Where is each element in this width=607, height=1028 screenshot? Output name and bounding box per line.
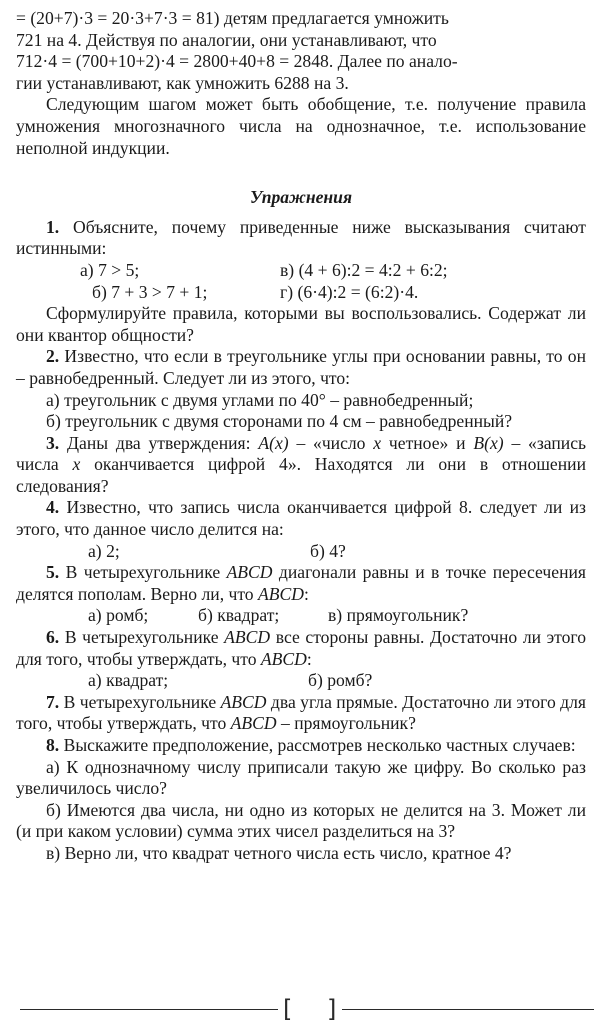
exercise-2-option-a: а) треугольник с двумя углами по 40° – равнобедренный; xyxy=(46,389,474,410)
option-b: б) 4? xyxy=(310,540,346,561)
exercise-3 xyxy=(16,433,586,498)
footer-rule-right xyxy=(342,1009,594,1010)
exercise-1-tail: Сформулируйте правила, которыми вы воспользовались. Содержат ли они квантор общности? xyxy=(16,303,586,345)
exercise-2 xyxy=(16,346,586,389)
exercise-8-option-v: в) Верно ли, что квадрат четного числа есть число, кратное 4? xyxy=(46,842,512,863)
option-a: а) 2; xyxy=(88,540,120,561)
option-a: а) ромб; xyxy=(88,605,149,626)
exercise-text: Даны два утверждения: xyxy=(67,432,251,453)
exercise-number: 2. xyxy=(46,346,60,367)
section-heading: Упражнения xyxy=(249,187,353,208)
exercise-number: 5. xyxy=(46,562,60,583)
exercise-8 xyxy=(16,735,586,757)
exercise-text: В четырехугольнике xyxy=(63,691,217,712)
option-g: г) (6·4):2 = (6:2)·4. xyxy=(280,281,419,302)
intro-line-3: 712·4 = (700+10+2)·4 = 2800+40+8 = 2848. Далее по анало- xyxy=(16,51,458,72)
quadrilateral-name: ABCD xyxy=(230,713,277,734)
quadrilateral-name: ABCD xyxy=(224,627,271,648)
exercise-number: 4. xyxy=(46,497,60,518)
exercise-6 xyxy=(16,627,586,670)
quadrilateral-name: ABCD xyxy=(258,583,304,604)
variable-x: x xyxy=(72,454,81,475)
option-v: в) (4 + 6):2 = 4:2 + 6:2; xyxy=(280,259,448,280)
quadrilateral-name: ABCD xyxy=(220,691,267,712)
page-text xyxy=(16,8,586,865)
exercise-5 xyxy=(16,562,586,605)
option-b: б) ромб? xyxy=(308,670,373,691)
exercise-5-options xyxy=(16,605,586,627)
exercise-text: В четырехугольнике xyxy=(64,627,219,648)
exercise-6-options xyxy=(16,670,586,692)
exercise-4-options xyxy=(16,541,586,563)
exercise-number: 3. xyxy=(46,432,60,453)
exercise-number: 6. xyxy=(46,627,60,648)
formula-a: A(x) xyxy=(258,432,289,453)
exercise-4 xyxy=(16,497,586,540)
exercise-text: – «число xyxy=(296,432,366,453)
option-v: в) прямоугольник? xyxy=(328,605,469,626)
page-footer xyxy=(0,996,607,1022)
exercise-text: Известно, что если в треугольнике углы при основании равны, то он – равнобедренный. Следует ли из этого, что: xyxy=(16,346,586,388)
exercise-7 xyxy=(16,692,586,735)
exercise-2-option-b: б) треугольник с двумя сторонами по 4 см – равнобедренный? xyxy=(46,411,513,432)
footer-right-bracket: ] xyxy=(327,995,337,1023)
exercise-text: диагонали равны и в точке пересечения делятся пополам. Верно ли, что xyxy=(16,562,586,604)
exercise-8-option-a: а) К однозначному числу приписали такую же цифру. Во сколько раз увеличилось число? xyxy=(16,756,586,799)
exercise-text: Известно, что запись числа оканчивается цифрой 8. следует ли из этого, что данное число делится на: xyxy=(16,497,586,540)
exercise-text: – прямоугольник? xyxy=(281,713,416,734)
exercise-text: – «запись числа xyxy=(16,432,587,475)
intro-paragraph-2: Следующим шагом может быть обобщение, т.е. получение правила умножения многозначного числа на однозначное, т.е. использование неполной индукции. xyxy=(16,94,586,158)
intro-line-4: гии устанавливают, как умножить 6288 на 3. xyxy=(16,72,349,93)
exercise-text: Выскажите предположение, рассмотрев несколько частных случаев: xyxy=(63,735,576,755)
exercise-number: 7. xyxy=(46,691,60,712)
option-a: а) 7 > 5; xyxy=(80,259,140,280)
footer-rule-left xyxy=(20,1009,278,1010)
exercise-text: : xyxy=(306,648,312,669)
exercise-1-options-row-1 xyxy=(16,260,586,282)
exercise-8-option-b: б) Имеются два числа, ни одно из которых не делится на 3. Может ли (и при каком условии) сумма этих чисел разделиться на 3? xyxy=(16,799,586,842)
option-a: а) квадрат; xyxy=(88,670,169,691)
exercise-text: оканчивается цифрой 4». Находятся ли они в отношении следования? xyxy=(16,454,586,496)
exercise-text: четное» и xyxy=(388,432,466,453)
exercise-text: два угла прямые. Достаточно ли этого для того, чтобы утверждать, что xyxy=(16,691,586,734)
exercise-1-options-row-2 xyxy=(16,282,586,304)
quadrilateral-name: ABCD xyxy=(260,648,307,669)
exercise-1 xyxy=(16,217,586,260)
exercise-number: 1. xyxy=(46,216,60,237)
exercise-text: : xyxy=(303,583,309,604)
exercise-text: все стороны равны. Достаточно ли этого для того, чтобы утверждать, что xyxy=(16,627,587,669)
formula-b: B(x) xyxy=(473,432,504,453)
option-b: б) 7 + 3 > 7 + 1; xyxy=(92,281,208,302)
intro-line-2: 721 на 4. Действуя по аналогии, они устанавливают, что xyxy=(16,29,437,50)
intro-line-1: = (20+7)·3 = 20·3+7·3 = 81) детям предлагается умножить xyxy=(16,8,449,28)
footer-left-bracket: [ xyxy=(283,995,293,1023)
exercise-text: В четырехугольнике xyxy=(65,562,221,583)
exercise-text: Объясните, почему приведенные ниже высказывания считают истинными: xyxy=(16,216,586,259)
exercise-number: 8. xyxy=(46,735,60,755)
quadrilateral-name: ABCD xyxy=(226,562,273,583)
option-b: б) квадрат; xyxy=(198,605,280,626)
variable-x: x xyxy=(373,432,382,453)
